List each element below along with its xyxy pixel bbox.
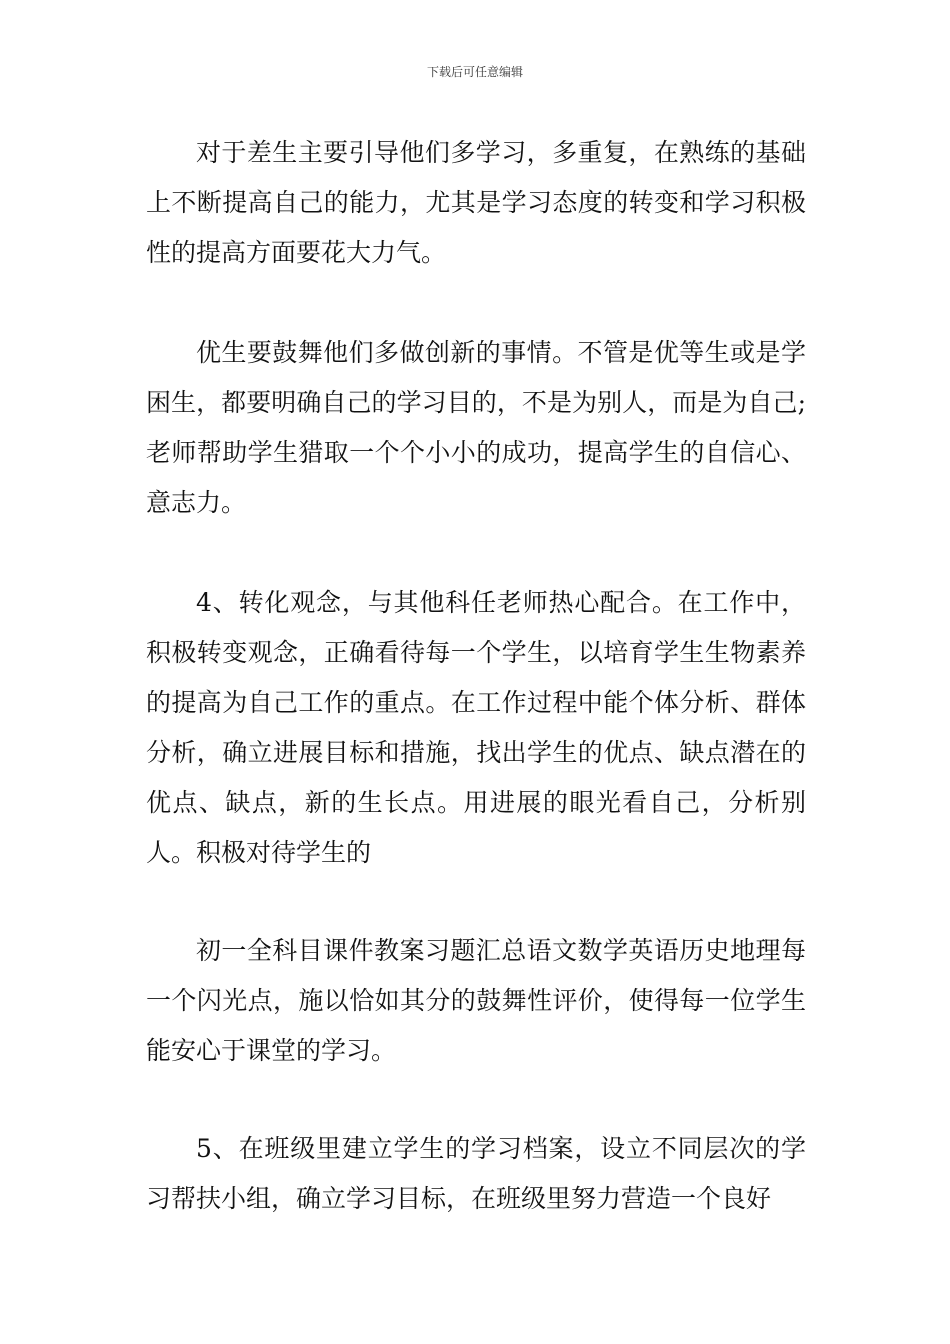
paragraph-2: 优生要鼓舞他们多做创新的事情。不管是优等生或是学困生，都要明确自己的学习目的，不是为别人，而是为自己;老师帮助学生猎取一个个小小的成功，提高学生的自信心、意志力。 [146, 338, 806, 517]
paragraph-4: 初一全科目课件教案习题汇总语文数学英语历史地理每一个闪光点，施以恰如其分的鼓舞性评价，使得每一位学生能安心于课堂的学习。 [146, 936, 806, 1065]
paragraph-3: 4、转化观念，与其他科任老师热心配合。在工作中，积极转变观念，正确看待每一个学生，以培育学生生物素养的提高为自己工作的重点。在工作过程中能个体分析、群体分析，确立进展目标和措施，找出学生的优点、缺点潜在的优点、缺点，新的生长点。用进展的眼光看自己，分析别人。积极对待学生的 [146, 588, 806, 867]
page-header: 下载后可任意编辑 [426, 65, 523, 79]
paragraph-1: 对于差生主要引导他们多学习，多重复，在熟练的基础上不断提高自己的能力，尤其是学习态度的转变和学习积极性的提高方面要花大力气。 [146, 138, 806, 267]
paragraph-5: 5、在班级里建立学生的学习档案，设立不同层次的学习帮扶小组，确立学习目标，在班级里努力营造一个良好 [146, 1134, 806, 1213]
